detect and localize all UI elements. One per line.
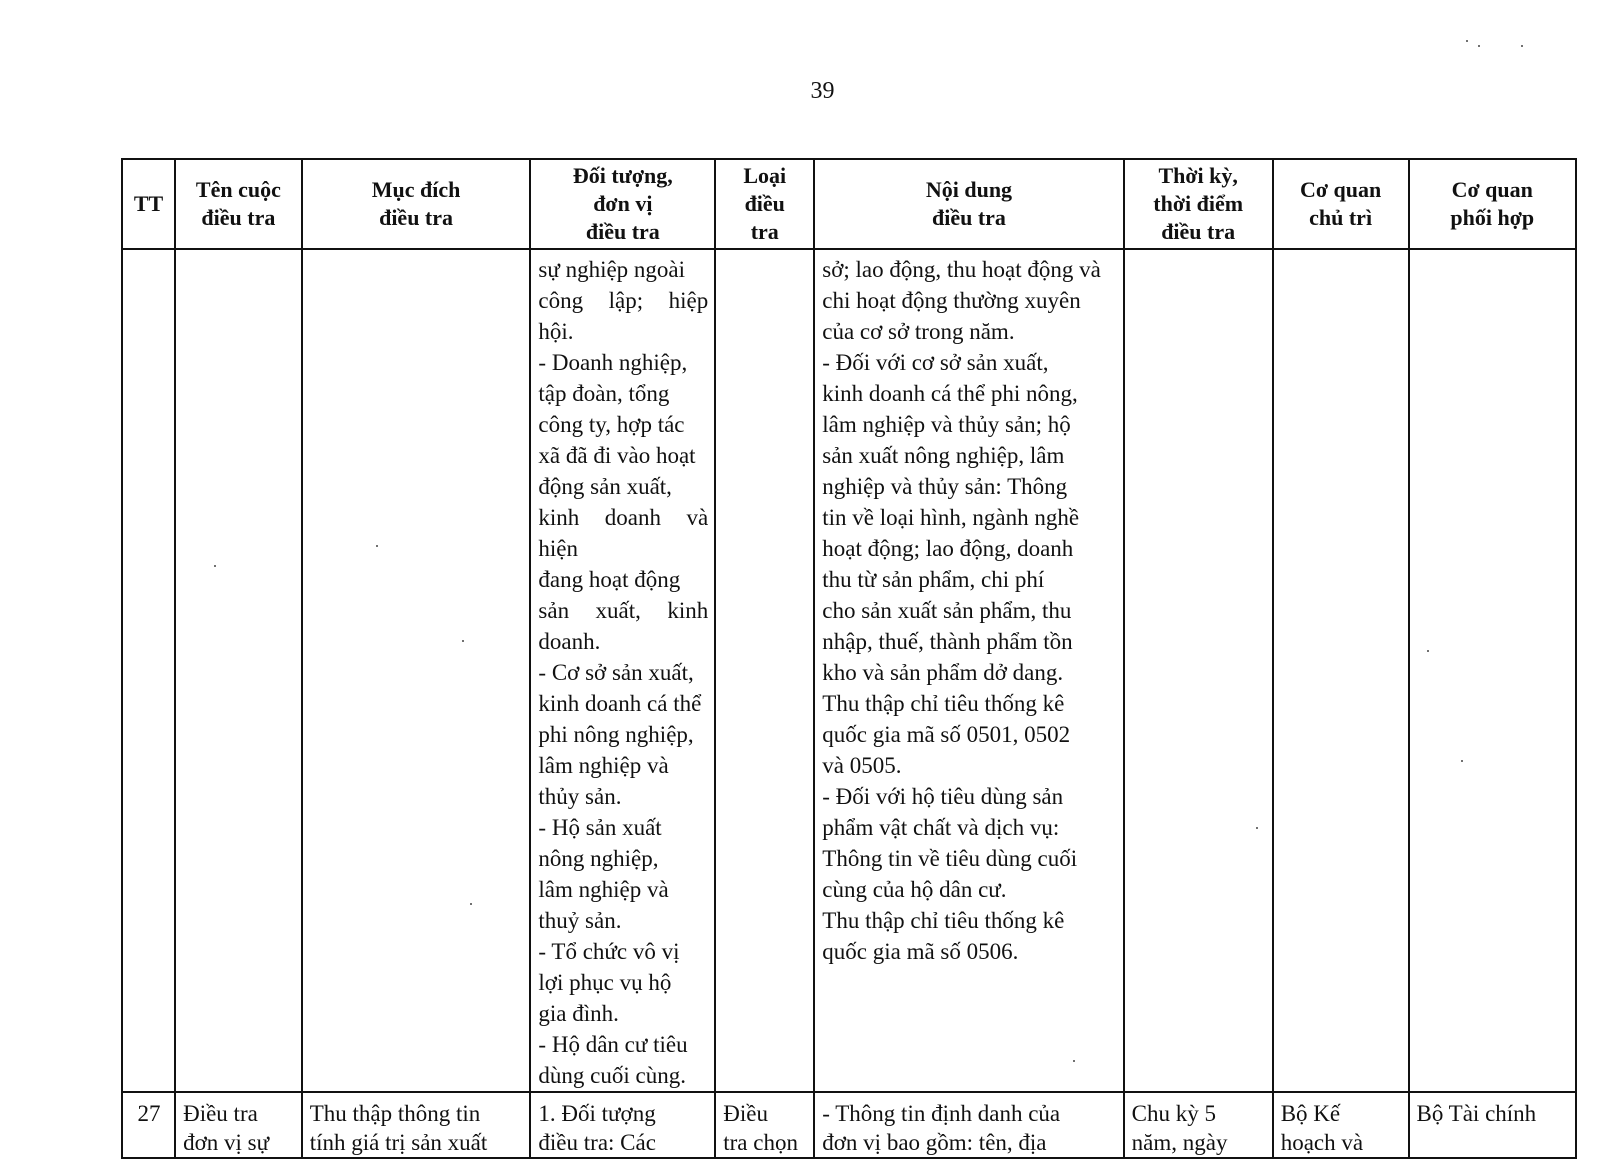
cell-loai [715,249,814,1092]
doi-tuong-line: nông nghiệp, [538,846,659,871]
cell-27-ten-cuoc: Điều tra đơn vị sự [175,1092,302,1158]
noi-dung-line: hoạt động; lao động, doanh [822,536,1074,561]
doi-tuong-line: động sản xuất, [538,474,672,499]
doi-tuong-line: lâm nghiệp và [538,753,669,778]
doi-tuong-line: công lập; hiệp hội. [538,288,709,344]
noi-dung-line: sở; lao động, thu hoạt động và [822,257,1101,282]
header-tt: TT [122,159,175,249]
doi-tuong-line: - Cơ sở sản xuất, [538,660,694,685]
cell-27-muc-dich: Thu thập thông tin tính giá trị sản xuất [302,1092,531,1158]
scan-speck [470,903,472,905]
doi-tuong-line: xã đã đi vào hoạt [538,443,696,468]
scan-speck [462,640,464,642]
noi-dung-line: - Đối với cơ sở sản xuất, [822,350,1049,375]
noi-dung-line: tin về loại hình, ngành nghề [822,505,1080,530]
noi-dung-line: Thu thập chỉ tiêu thống kê [822,908,1065,933]
doi-tuong-line: kinh doanh và hiện [538,505,709,561]
header-loai-dieu-tra: Loại điều tra [715,159,814,249]
noi-dung-line: Thông tin về tiêu dùng cuối [822,846,1078,871]
header-co-quan-chu-tri: Cơ quan chủ trì [1273,159,1409,249]
cell-chu-tri [1273,249,1409,1092]
scan-speck [1521,45,1523,47]
cell-27-chu-tri: Bộ Kế hoạch và [1273,1092,1409,1158]
table-row-continued [122,249,1576,1092]
doi-tuong-line: - Tổ chức vô vị [538,939,680,964]
noi-dung-line: quốc gia mã số 0506. [822,939,1019,964]
header-row [122,159,1576,249]
cell-tt [122,249,175,1092]
noi-dung-text [815,250,1122,967]
cell-27-phoi-hop: Bộ Tài chính [1409,1092,1577,1158]
table-row-27 [122,1092,1576,1158]
scan-speck [376,545,378,547]
cell-ten-cuoc [175,249,302,1092]
doi-tuong-line: phi nông nghiệp, [538,722,694,747]
doi-tuong-line: - Hộ dân cư tiêu [538,1032,688,1057]
scan-speck [1073,1060,1075,1062]
doi-tuong-line: sự nghiệp ngoài [538,257,686,282]
doi-tuong-line: lợi phục vụ hộ [538,970,672,995]
doi-tuong-line: lâm nghiệp và [538,877,669,902]
doi-tuong-line: công ty, hợp tác [538,412,685,437]
doi-tuong-line: thủy sản. [538,784,622,809]
doi-tuong-line: - Doanh nghiệp, [538,350,688,375]
doi-tuong-line: đang hoạt động [538,567,681,592]
scan-speck [214,565,216,567]
noi-dung-line: thu từ sản phẩm, chi phí [822,567,1045,592]
doi-tuong-text [531,250,714,1091]
noi-dung-line: kho và sản phẩm dở dang. [822,660,1064,685]
scan-speck [1427,650,1429,652]
noi-dung-line: chi hoạt động thường xuyên [822,288,1081,313]
noi-dung-line: cùng của hộ dân cư. [822,877,1007,902]
doi-tuong-line: sản xuất, kinh doanh. [538,598,709,654]
noi-dung-line: nhập, thuế, thành phẩm tồn [822,629,1073,654]
noi-dung-line: Thu thập chỉ tiêu thống kê [822,691,1065,716]
header-noi-dung: Nội dung điều tra [814,159,1123,249]
noi-dung-line: của cơ sở trong năm. [822,319,1015,344]
cell-noi-dung [814,249,1123,1092]
noi-dung-line: phẩm vật chất và dịch vụ: [822,815,1060,840]
doi-tuong-line: kinh doanh cá thể [538,691,702,716]
cell-thoi-ky [1124,249,1273,1092]
cell-doi-tuong [530,249,715,1092]
scan-speck [1461,760,1463,762]
noi-dung-line: sản xuất nông nghiệp, lâm [822,443,1065,468]
header-doi-tuong: Đối tượng, đơn vị điều tra [530,159,715,249]
cell-27-loai: Điều tra chọn [715,1092,814,1158]
noi-dung-line: kinh doanh cá thể phi nông, [822,381,1078,406]
cell-27-doi-tuong: 1. Đối tượng điều tra: Các [530,1092,715,1158]
cell-27-thoi-ky: Chu kỳ 5 năm, ngày [1124,1092,1273,1158]
noi-dung-line: và 0505. [822,753,902,778]
noi-dung-line: nghiệp và thủy sản: Thông [822,474,1068,499]
cell-phoi-hop [1409,249,1577,1092]
scan-speck [1256,827,1258,829]
noi-dung-line: - Đối với hộ tiêu dùng sản [822,784,1064,809]
doi-tuong-line: - Hộ sản xuất [538,815,662,840]
cell-muc-dich [302,249,531,1092]
doi-tuong-line: thuỷ sản. [538,908,622,933]
noi-dung-line: quốc gia mã số 0501, 0502 [822,722,1071,747]
survey-table [121,158,1577,1159]
doi-tuong-line: dùng cuối cùng. [538,1063,686,1088]
noi-dung-line: cho sản xuất sản phẩm, thu [822,598,1072,623]
header-ten-cuoc-dieu-tra: Tên cuộc điều tra [175,159,302,249]
doi-tuong-line: gia đình. [538,1001,619,1026]
header-muc-dich: Mục đích điều tra [302,159,531,249]
cell-27-tt: 27 [122,1092,175,1158]
doi-tuong-line: tập đoàn, tổng [538,381,670,406]
scan-speck [1466,40,1468,42]
cell-27-noi-dung: - Thông tin định danh của đơn vị bao gồm: tên, địa [814,1092,1123,1158]
page-number: 39 [810,78,835,104]
scan-speck [1478,45,1480,47]
noi-dung-line: lâm nghiệp và thủy sản; hộ [822,412,1071,437]
header-thoi-ky: Thời kỳ, thời điểm điều tra [1124,159,1273,249]
header-co-quan-phoi-hop: Cơ quan phối hợp [1409,159,1577,249]
